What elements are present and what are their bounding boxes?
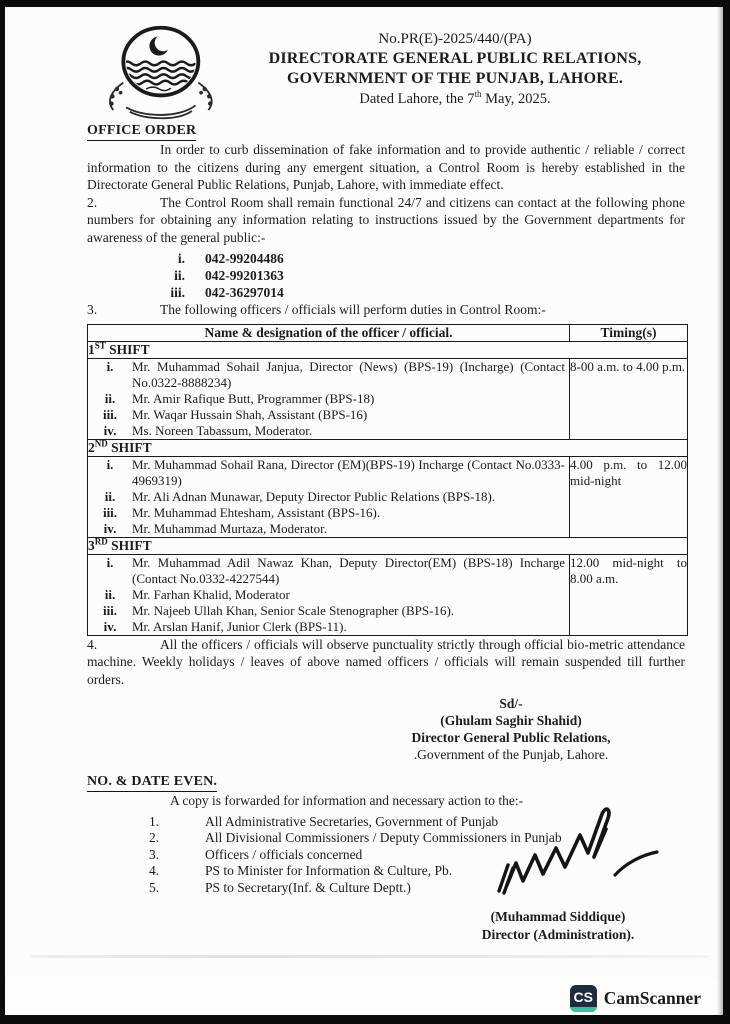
shift-header-row: [88, 439, 688, 456]
document-header: [87, 23, 685, 115]
officer-name: Mr. Farhan Khalid, Moderator: [132, 586, 290, 602]
officer-index: ii.: [104, 488, 116, 504]
countersign-name: (Muhammad Siddique): [490, 909, 626, 924]
column-header-timing: Timing(s): [570, 324, 688, 341]
camscanner-label: CamScanner: [603, 987, 701, 1008]
phone-number-row: [147, 267, 685, 284]
phone-list: [147, 250, 685, 301]
officer-name: Mr. Muhammad Sohail Janjua, Director (News) (BPS-19) (Incharge) (Contact No.0322-8888234): [132, 358, 565, 390]
officer-index: i.: [106, 456, 114, 472]
shift-ordinal: RD: [94, 536, 108, 546]
phone-number-value: 042-99204486: [205, 251, 284, 266]
duty-roster-table: [87, 324, 688, 636]
handwritten-signature-icon: [485, 789, 680, 901]
no-and-date-even-heading: NO. & DATE EVEN.: [87, 774, 217, 792]
phone-number-index: iii.: [170, 285, 185, 300]
paragraph-2: 2. The Control Room shall remain functional 24/7 and citizens can contact at the following phone numbers for obtaining any information relating to instructions issued by the Government departments for awareness of the general public:-: [87, 194, 685, 245]
officer-name: Mr. Najeeb Ullah Khan, Senior Scale Stenographer (BPS-16).: [132, 602, 455, 618]
table-header-row: [88, 324, 688, 341]
shift-body-row: [88, 358, 688, 439]
officer-index: i.: [106, 554, 114, 570]
reference-number: No.PR(E)-2025/440/(PA): [378, 31, 532, 47]
officer-index: iii.: [102, 504, 118, 520]
shift-header-row: [88, 341, 688, 358]
officer-name: Mr. Arslan Hanif, Junior Clerk (BPS-11).: [132, 618, 347, 634]
officer-row: [88, 555, 569, 587]
officer-row: [88, 603, 569, 619]
signature-block-secondary: [433, 908, 683, 944]
officer-index: iv.: [103, 618, 117, 634]
org-name-line1: DIRECTORATE GENERAL PUBLIC RELATIONS,: [268, 50, 642, 67]
paragraph-3: 3. The following officers / officials will perform duties in Control Room:-: [87, 302, 546, 317]
officer-name: Mr. Waqar Hussain Shah, Assistant (BPS-16): [132, 406, 368, 422]
paragraph-4-number: 4.: [87, 636, 98, 652]
shift-word: SHIFT: [105, 341, 150, 357]
officer-name: Ms. Noreen Tabassum, Moderator.: [132, 422, 313, 438]
officers-cell: [88, 554, 570, 635]
paragraph-3-number: 3.: [87, 302, 98, 317]
recipient-text: PS to Secretary(Inf. & Culture Deptt.): [205, 879, 411, 895]
signatory-org: .Government of the Punjab, Lahore.: [413, 747, 609, 762]
officer-name: Mr. Amir Rafique Butt, Programmer (BPS-18): [132, 390, 375, 406]
shift-label: [88, 439, 688, 456]
officer-name: Mr. Muhammad Adil Nawaz Khan, Deputy Director(EM) (BPS-18) Incharge (Contact No.0332-4227544): [132, 554, 565, 586]
phone-number-row: [147, 284, 685, 301]
officers-cell: [88, 456, 570, 537]
column-header-name: Name & designation of the officer / official.: [88, 324, 570, 341]
officer-name: Mr. Muhammad Murtaza, Moderator.: [132, 520, 327, 536]
officer-row: [88, 489, 569, 505]
office-order-heading: OFFICE ORDER: [87, 123, 196, 141]
officer-index: i.: [106, 358, 114, 374]
officer-row: [88, 619, 569, 635]
scan-fold-shadow: [31, 955, 709, 958]
signatory-title: Director General Public Relations,: [411, 730, 611, 745]
recipient-index: 4.: [149, 863, 160, 878]
shift-label: [88, 537, 688, 554]
phone-number-value: 042-99201363: [205, 268, 284, 283]
phone-number-value: 042-36297014: [205, 285, 284, 300]
duty-table-body: [88, 341, 688, 635]
recipient-index: 2.: [149, 830, 160, 845]
sd-mark: Sd/-: [499, 696, 523, 711]
letterhead-text: [225, 23, 685, 109]
scanned-document-page: [5, 7, 723, 1015]
officer-index: iv.: [103, 520, 117, 536]
officer-index: iii.: [102, 406, 118, 422]
shift-timing: 8-00 a.m. to 4.00 p.m.: [570, 358, 688, 439]
officer-index: ii.: [104, 586, 116, 602]
phone-number-index: ii.: [174, 268, 185, 283]
recipient-text: All Divisional Commissioners / Deputy Commissioners in Punjab: [205, 830, 562, 845]
officer-index: iii.: [102, 602, 118, 618]
shift-body-row: [88, 456, 688, 537]
officer-row: [88, 457, 569, 489]
recipient-text: All Administrative Secretaries, Government of Punjab: [205, 813, 499, 829]
recipient-text: PS to Minister for Information & Culture, Pb.: [205, 863, 453, 878]
recipient-index: 3.: [149, 846, 160, 862]
officer-name: Mr. Muhammad Ehtesham, Assistant (BPS-16).: [132, 504, 381, 520]
signatory-name: (Ghulam Saghir Shahid): [440, 713, 582, 728]
shift-label: [88, 341, 688, 358]
officer-row: [88, 359, 569, 391]
shift-number: 3: [88, 537, 95, 553]
shift-word: SHIFT: [107, 537, 152, 553]
officer-row: [88, 521, 569, 537]
signature-block-primary: [351, 695, 671, 763]
countersign-title: Director (Administration).: [481, 927, 635, 942]
recipient-text: Officers / officials concerned: [205, 846, 363, 862]
officer-row: [88, 391, 569, 407]
recipient-index: 1.: [149, 813, 160, 829]
recipient-index: 5.: [149, 879, 160, 895]
officer-row: [88, 407, 569, 423]
shift-number: 2: [88, 439, 95, 455]
forwarding-line: A copy is forwarded for information and necessary action to the:-: [170, 793, 524, 808]
officer-row: [88, 587, 569, 603]
officer-row: [88, 423, 569, 439]
officer-row: [88, 505, 569, 521]
officer-name: Mr. Muhammad Sohail Rana, Director (EM)(BPS-19) Incharge (Contact No.0333-4969319): [132, 456, 565, 488]
officers-cell: [88, 358, 570, 439]
paragraph-2-number: 2.: [87, 194, 98, 210]
document-date: Dated Lahore, the 7th May, 2025.: [359, 89, 551, 107]
phone-number-row: [147, 250, 685, 267]
officer-name: Mr. Ali Adnan Munawar, Deputy Director Public Relations (BPS-18).: [132, 488, 496, 504]
officer-index: ii.: [104, 390, 116, 406]
shift-number: 1: [88, 341, 95, 357]
org-name-line2: GOVERNMENT OF THE PUNJAB, LAHORE.: [286, 70, 624, 87]
camscanner-footer: [5, 981, 723, 1015]
shift-timing: 4.00 p.m. to 12.00 mid-night: [570, 456, 688, 537]
paragraph-1: In order to curb dissemination of fake information and to provide authentic / reliable / correct information to the citizens during any emergent situation, a Control Room is hereby established in the Directorate General Public Relations, Punjab, Lahore, with immediate effect.: [87, 142, 685, 192]
shift-header-row: [88, 537, 688, 554]
officer-index: iv.: [103, 422, 117, 438]
shift-body-row: [88, 554, 688, 635]
punjab-government-emblem-icon: [93, 25, 225, 121]
phone-number-index: i.: [177, 251, 185, 266]
shift-ordinal: ST: [94, 340, 106, 350]
shift-ordinal: ND: [94, 438, 108, 448]
shift-word: SHIFT: [107, 439, 152, 455]
shift-timing: 12.00 mid-night to 8.00 a.m.: [570, 554, 688, 635]
paragraph-4: 4. All the officers / officials will observe punctuality strictly through official bio-metric attendance machine. Weekly holidays / leaves of above named officers / officials will remain suspended till further orders.: [87, 636, 685, 687]
camscanner-logo-icon: CS: [570, 985, 597, 1012]
